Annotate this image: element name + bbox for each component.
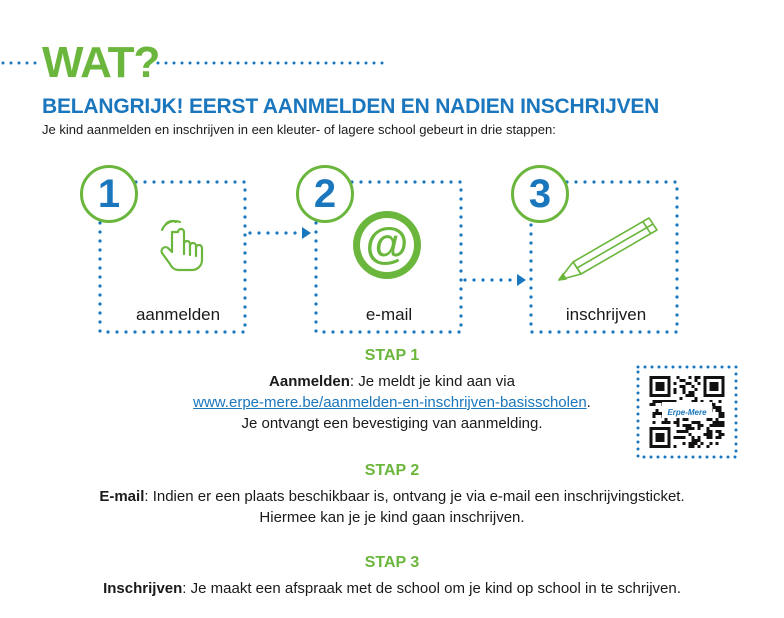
step-number-2: 2 bbox=[296, 165, 354, 223]
section-heading: BELANGRIJK! EERST AANMELDEN EN NADIEN INSCHRIJVEN bbox=[42, 95, 660, 118]
intro-text: Je kind aanmelden en inschrijven in een kleuter- of lagere school gebeurt in drie stappen: bbox=[42, 122, 556, 137]
stap3-line1 bbox=[0, 579, 784, 599]
stap1-link-suffix: . bbox=[586, 394, 591, 411]
stap2-heading: STAP 2 bbox=[364, 462, 420, 479]
stap2-text: : Indien er een plaats beschikbaar is, ontvang je via e-mail een inschrijvingsticket. bbox=[144, 488, 685, 505]
stap3-text: : Je maakt een afspraak met de school om je kind op school in te schrijven. bbox=[182, 580, 681, 597]
page-title: WAT? bbox=[42, 38, 160, 87]
stap1-bold: Aanmelden bbox=[269, 373, 350, 390]
step-number-1: 1 bbox=[80, 165, 138, 223]
at-sign-glyph: @ bbox=[360, 218, 414, 272]
at-sign-icon bbox=[353, 211, 421, 279]
step-number-3: 3 bbox=[511, 165, 569, 223]
stap2-line2: Hiermee kan je je kind gaan inschrijven. bbox=[259, 509, 525, 526]
stap1-link[interactable]: www.erpe-mere.be/aanmelden-en-inschrijven-basisscholen bbox=[193, 394, 587, 411]
qr-logo-text: Erpe-Mere bbox=[667, 408, 707, 417]
stap3-bold: Inschrijven bbox=[103, 580, 183, 597]
pencil-icon bbox=[553, 212, 663, 284]
qr-code[interactable] bbox=[635, 364, 739, 460]
stap3-heading: STAP 3 bbox=[364, 554, 420, 571]
title-dots-left bbox=[0, 58, 40, 68]
arrow-2-3 bbox=[517, 274, 526, 286]
stap2-bold: E-mail bbox=[99, 488, 145, 505]
stap1-heading: STAP 1 bbox=[364, 347, 420, 364]
step-label-2: e-mail bbox=[365, 305, 413, 324]
arrow-1-2 bbox=[302, 227, 311, 239]
stap1-text: : Je meldt je kind aan via bbox=[349, 373, 515, 390]
stap1-line3: Je ontvangt een bevestiging van aanmelding. bbox=[241, 415, 543, 432]
stap2-line1 bbox=[0, 487, 784, 507]
step-label-3: inschrijven bbox=[565, 305, 647, 324]
pointing-hand-icon bbox=[152, 218, 216, 274]
step-label-1: aanmelden bbox=[135, 305, 221, 324]
title-dots-right bbox=[155, 58, 390, 68]
qr-logo bbox=[662, 402, 712, 418]
